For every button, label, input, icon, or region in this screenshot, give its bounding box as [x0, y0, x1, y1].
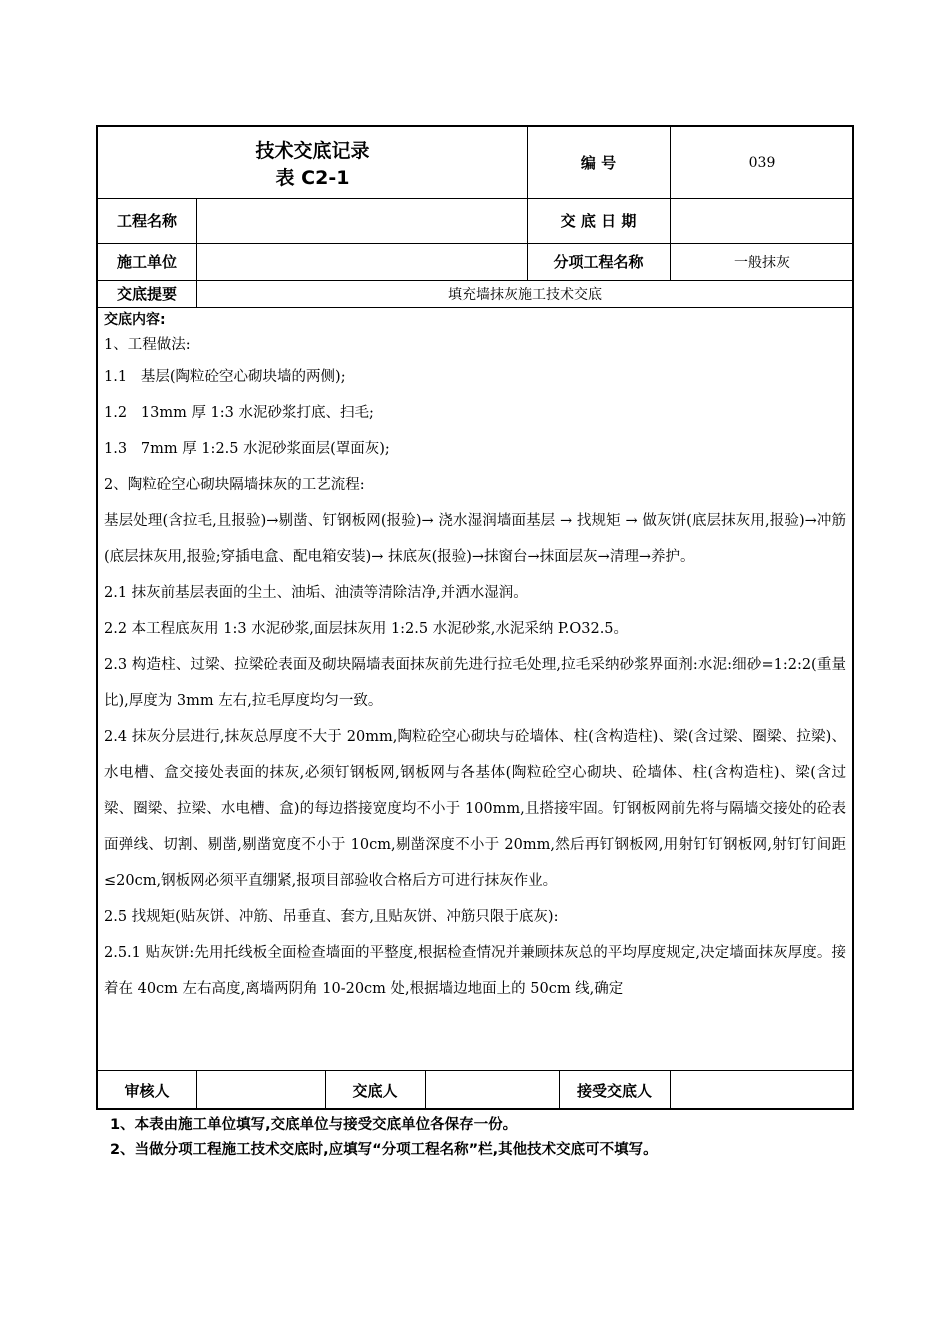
number-value: 039 [748, 154, 776, 171]
date-label: 交 底 日 期 [560, 212, 637, 230]
content-paragraph: 2.4 抹灰分层进行,抹灰总厚度不大于 20mm,陶粒砼空心砌块与砼墙体、柱(含构造柱)、梁(含过梁、圈梁、拉梁)、水电槽、盒交接处表面的抹灰,必须钉钢板网,钢板网与各基体(陶粒砼空心砌块、砼墙体、柱(含构造柱)、梁(含过梁、圈梁、拉梁、水电槽、盒)的每边搭接宽度均不小于 100mm,且搭接牢固。钉钢板网前先将与隔墙交接处的砼表面弹线、切割、剔凿,剔凿宽度不小于 10cm,剔凿深度不小于 20mm,然后再钉钢板网,用射钉钉钢板网,射钉钉间距≤20cm,钢板网必须平直绷紧,报项目部验收合格后方可进行抹灰作业。 [104, 729, 846, 889]
content-paragraph: 2.3 构造柱、过梁、拉梁砼表面及砌块隔墙表面抹灰前先进行拉毛处理,拉毛采纳砂浆界面剂:水泥:细砂=1:2:2(重量比),厚度为 3mm 左右,拉毛厚度均匀一致。 [104, 657, 846, 709]
content-paragraph: 1、工程做法: [104, 337, 191, 353]
subproject-value[interactable]: 一般抹灰 [734, 254, 790, 271]
reviewer-field[interactable] [196, 1070, 325, 1110]
project-name-label: 工程名称 [116, 212, 177, 230]
note-item: 1、本表由施工单位填写,交底单位与接受交底单位各保存一份。 [110, 1117, 518, 1133]
summary-label: 交底提要 [116, 285, 177, 303]
discloser-field[interactable] [425, 1070, 559, 1110]
disclosure-form [96, 125, 854, 1110]
content-paragraph: 2.5.1 贴灰饼:先用托线板全面检查墙面的平整度,根据检查情况并兼顾抹灰总的平均厚度规定,决定墙面抹灰厚度。接着在 40cm 左右高度,离墙两阴角 10-20cm 处,根据墙边地面上的 50cm 线,确定 [104, 945, 846, 997]
number-label: 编 号 [580, 154, 617, 172]
unit-field[interactable] [196, 243, 527, 280]
reviewer-label: 审核人 [124, 1081, 170, 1100]
content-paragraph: 2.2 本工程底灰用 1:3 水泥砂浆,面层抹灰用 1:2.5 水泥砂浆,水泥采纳 P.O32.5。 [104, 621, 629, 637]
content-paragraph: 1.3 7mm 厚 1:2.5 水泥砂浆面层(罩面灰); [104, 441, 390, 457]
content-paragraph: 2.1 抹灰前基层表面的尘土、油垢、油渍等清除洁净,并洒水湿润。 [104, 585, 528, 601]
form-notes [110, 1113, 870, 1163]
content-paragraph: 基层处理(含拉毛,且报验)→剔凿、钉钢板网(报验)→ 浇水湿润墙面基层 → 找规矩 → 做灰饼(底层抹灰用,报验)→冲筋(底层抹灰用,报验;穿插电盒、配电箱安装)→ 抹底灰(报验)→抹窗台→抹面层灰→清理→养护。 [104, 513, 846, 565]
content-label: 交底内容: [104, 312, 166, 328]
form-number: 表 C2-1 [275, 166, 350, 189]
content-paragraph: 2、陶粒砼空心砌块隔墙抹灰的工艺流程: [104, 477, 365, 493]
content-paragraph: 1.2 13mm 厚 1:3 水泥砂浆打底、扫毛; [104, 405, 374, 421]
unit-label: 施工单位 [116, 253, 177, 271]
receiver-field[interactable] [670, 1070, 854, 1110]
form-title-block [98, 127, 527, 198]
form-title: 技术交底记录 [255, 139, 370, 162]
subproject-label: 分项工程名称 [553, 253, 644, 271]
disclosure-content [104, 309, 846, 1031]
date-field[interactable] [670, 198, 854, 243]
content-paragraph: 1.1 基层(陶粒砼空心砌块墙的两侧); [104, 369, 346, 385]
note-item: 2、当做分项工程施工技术交底时,应填写“分项工程名称”栏,其他技术交底可不填写。 [110, 1142, 658, 1158]
row-divider [98, 307, 852, 308]
discloser-label: 交底人 [352, 1081, 398, 1100]
receiver-label: 接受交底人 [576, 1081, 652, 1100]
summary-value[interactable]: 填充墙抹灰施工技术交底 [448, 286, 602, 303]
content-paragraph: 2.5 找规矩(贴灰饼、冲筋、吊垂直、套方,且贴灰饼、冲筋只限于底灰): [104, 909, 559, 925]
project-name-field[interactable] [196, 198, 527, 243]
